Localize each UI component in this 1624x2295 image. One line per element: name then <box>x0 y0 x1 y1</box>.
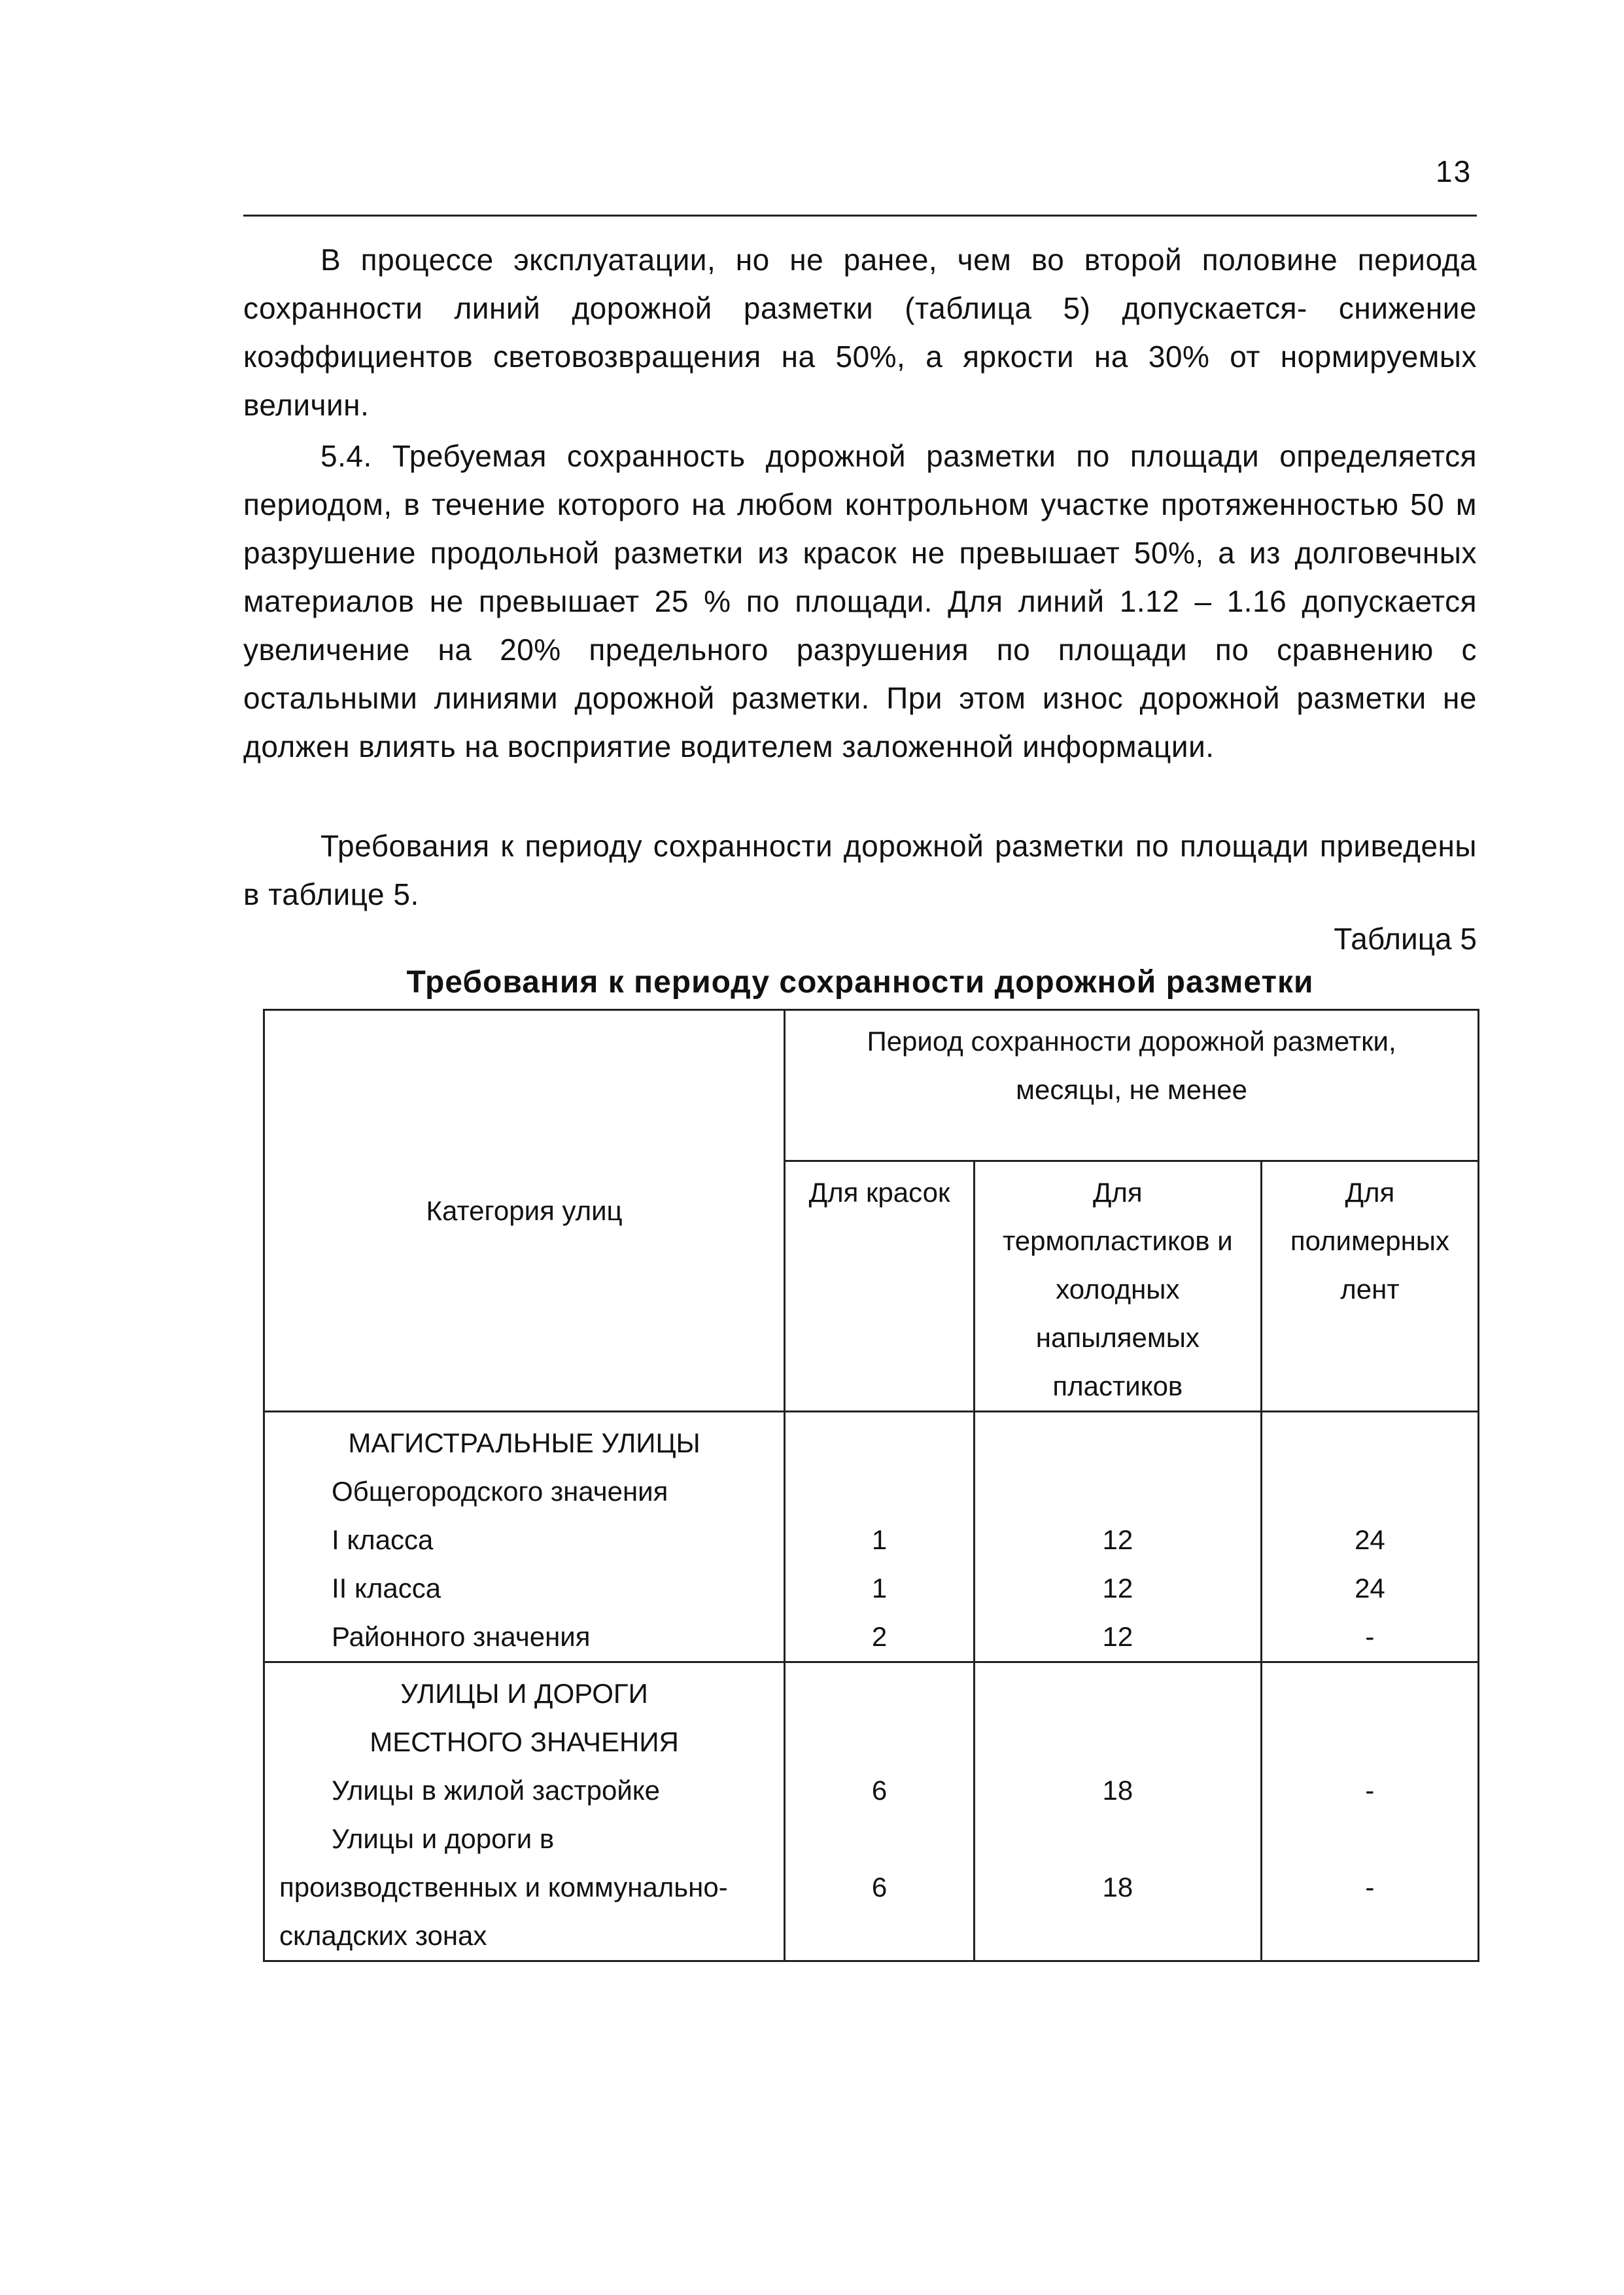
group-local-thermo <box>974 1662 1261 1961</box>
retention-table <box>263 1009 1479 1962</box>
header-tape-line: Для <box>1345 1177 1395 1208</box>
page-number: 13 <box>1436 154 1472 188</box>
value-thermo: 12 <box>1102 1524 1133 1555</box>
value-tape: - <box>1365 1872 1375 1902</box>
value-tape <box>1262 1912 1477 1960</box>
value-thermo <box>975 1718 1260 1766</box>
value-thermo: 12 <box>1102 1573 1133 1603</box>
group-arterial-thermo <box>974 1412 1261 1662</box>
table-header-row-1 <box>264 1010 1479 1161</box>
header-tape <box>1261 1161 1478 1412</box>
header-period-line-1: Период сохранности дорожной разметки, <box>867 1026 1396 1057</box>
header-thermo-line: термопластиков и <box>1003 1225 1233 1256</box>
value-paint <box>786 1467 973 1516</box>
value-thermo <box>975 1419 1260 1467</box>
paragraph-2: 5.4. Требуемая сохранность дорожной разметки по площади определяется периодом, в течение которого на любом контрольном участке протяженностью 50 м разрушение продольной разметки из красок не превышает 50%, а из долговечных материалов не превышает 25 % по площади. Для линий 1.12 – 1.16 допускается увеличение на 20% предельного разрушения по площади по сравнению с остальными линиями дорожной разметки. При этом износ дорожной разметки не должен влиять на восприятие водителем заложенной информации. <box>243 439 1477 763</box>
category-line: МАГИСТРАЛЬНЫЕ УЛИЦЫ <box>348 1428 700 1458</box>
header-thermo-line: пластиков <box>1052 1371 1183 1401</box>
table-label: Таблица 5 <box>1334 922 1477 956</box>
header-thermo-line: холодных <box>1056 1274 1180 1305</box>
category-line: складских зонах <box>279 1920 487 1951</box>
header-tape-line: полимерных <box>1290 1225 1449 1256</box>
table-title: Требования к периоду сохранности дорожной разметки <box>406 965 1314 1000</box>
value-tape <box>1262 1815 1477 1863</box>
value-paint <box>786 1815 973 1863</box>
value-tape <box>1262 1419 1477 1467</box>
category-line: Улицы и дороги в <box>332 1823 555 1854</box>
header-thermo-line: Для <box>1092 1177 1143 1208</box>
header-paint-label: Для красок <box>808 1177 950 1208</box>
header-thermo-line: напыляемых <box>1035 1322 1200 1353</box>
header-period-line-2: месяцы, не менее <box>1016 1074 1248 1105</box>
category-line: МЕСТНОГО ЗНАЧЕНИЯ <box>370 1726 679 1757</box>
value-tape <box>1262 1670 1477 1718</box>
value-thermo <box>975 1467 1260 1516</box>
value-tape: 24 <box>1355 1573 1385 1603</box>
value-paint <box>786 1670 973 1718</box>
table-group-row-local <box>264 1662 1479 1961</box>
value-tape <box>1262 1467 1477 1516</box>
category-line: УЛИЦЫ И ДОРОГИ <box>400 1678 648 1709</box>
group-local-paint <box>785 1662 975 1961</box>
header-rule <box>243 215 1477 217</box>
value-paint <box>786 1419 973 1467</box>
header-thermo <box>974 1161 1261 1412</box>
value-thermo: 18 <box>1102 1872 1133 1902</box>
value-thermo <box>975 1670 1260 1718</box>
category-line: Общегородского значения <box>332 1476 668 1507</box>
category-line: Улицы в жилой застройке <box>332 1775 660 1806</box>
value-paint: 2 <box>871 1621 888 1652</box>
value-paint <box>786 1718 973 1766</box>
value-paint: 6 <box>871 1872 888 1902</box>
value-paint: 1 <box>871 1573 888 1603</box>
group-arterial-tape <box>1261 1412 1478 1662</box>
group-arterial-paint <box>785 1412 975 1662</box>
header-paint <box>785 1161 975 1412</box>
group-local-tape <box>1261 1662 1478 1961</box>
header-category-label: Категория улиц <box>426 1195 623 1226</box>
header-period <box>785 1010 1479 1161</box>
value-tape: - <box>1365 1621 1375 1652</box>
value-tape: - <box>1365 1775 1375 1806</box>
value-thermo <box>975 1815 1260 1863</box>
table-group-row-arterial <box>264 1412 1479 1662</box>
paragraph-3: Требования к периоду сохранности дорожной разметки по площади приведены в таблице 5. <box>243 829 1477 911</box>
category-line: производственных и коммунально- <box>279 1872 728 1902</box>
value-thermo <box>975 1912 1260 1960</box>
group-local-categories <box>264 1662 785 1961</box>
category-line: I класса <box>332 1524 434 1555</box>
value-paint: 6 <box>871 1775 888 1806</box>
header-tape-line: лент <box>1340 1274 1400 1305</box>
paragraph-1: В процессе эксплуатации, но не ранее, чем во второй половине периода сохранности линий дорожной разметки (таблица 5) допускается- снижение коэффициентов световозвращения на 50%, а яркости на 30% от нормируемых величин. <box>243 243 1477 422</box>
value-thermo: 18 <box>1102 1775 1133 1806</box>
value-paint <box>786 1912 973 1960</box>
group-arterial-categories <box>264 1412 785 1662</box>
value-paint: 1 <box>871 1524 888 1555</box>
value-tape <box>1262 1718 1477 1766</box>
header-category <box>264 1010 785 1412</box>
value-tape: 24 <box>1355 1524 1385 1555</box>
category-line: II класса <box>332 1573 441 1603</box>
value-thermo: 12 <box>1102 1621 1133 1652</box>
category-line: Районного значения <box>332 1621 591 1652</box>
